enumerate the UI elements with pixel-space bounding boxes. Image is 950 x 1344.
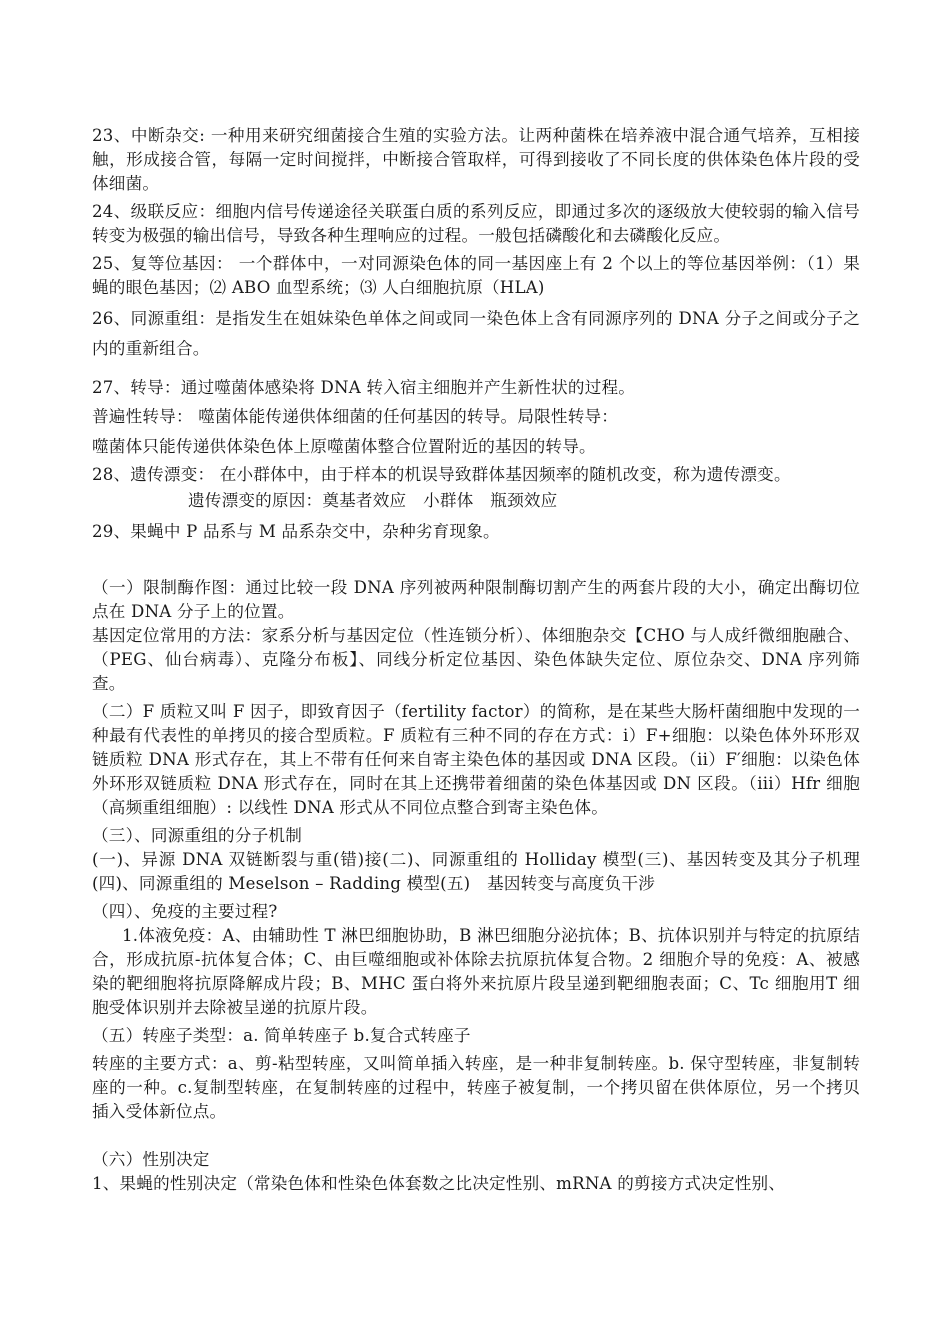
paragraph-25-multiple-alleles: 25、复等位基因： 一个群体中，一对同源染色体的同一基因座上有 2 个以上的等位基因举例：（1）果蝇的眼色基因；⑵ ABO 血型系统；⑶ 人白细胞抗原（HLA)	[92, 254, 860, 297]
paragraph-drosophila-sex-determination: 1、果蝇的性别决定（常染色体和性染色体套数之比决定性别、mRNA 的剪接方式决定性别、	[92, 1174, 786, 1193]
paragraph-section-2-f-plasmid: （二）F 质粒又叫 F 因子，即致育因子（fertility factor）的简称，是在某些大肠杆菌细胞中发现的一种最有代表性的单拷贝的接合型质粒。F 质粒有三种不同的存在方式：ⅰ）F+细胞：以染色体外环形双链质粒 DNA 形式存在，其上不带有任何来自寄主染色体的基因或 DNA 区段。（ii）F′细胞：以染色体外环形双链质粒 DNA 形式存在，同时在其上还携带着细菌的染色体基因或 DN 区段。（iii）Hfr 细胞（高频重组细胞）: 以线性 DNA 形式从不同位点整合到寄主染色体。	[92, 702, 860, 817]
paragraph-transposition-modes: 转座的主要方式：a、剪-粘型转座，又叫简单插入转座，是一种非复制转座。b. 保守型转座，非复制转座的一种。c.复制型转座，在复制转座的过程中，转座子被复制，一个拷贝留在供体原位，另一个拷贝插入受体新位点。	[92, 1054, 860, 1121]
paragraph-26-homologous-recombination: 26、同源重组：是指发生在姐妹染色单体之间或同一染色体上含有同源序列的 DNA 分子之间或分子之内的重新组合。	[92, 309, 860, 358]
paragraph-section-3-title: （三）、同源重组的分子机制	[92, 826, 303, 845]
paragraph-recombination-models: (一)、异源 DNA 双链断裂与重(错)接(二)、同源重组的 Holliday 模型(三)、基因转变及其分子机理(四)、同源重组的 Meselson – Radding 模型(五) 基因转变与高度负干涉	[92, 850, 860, 893]
paragraph-specialized-transduction: 噬菌体只能传递供体染色体上原噬菌体整合位置附近的基因的转导。	[92, 437, 596, 456]
paragraph-24-cascade-reaction: 24、级联反应：细胞内信号传递途径关联蛋白质的系列反应，即通过多次的逐级放大使较弱的输入信号转变为极强的输出信号，导致各种生理响应的过程。一般包括磷酸化和去磷酸化反应。	[92, 202, 860, 245]
paragraph-28-genetic-drift: 28、遗传漂变： 在小群体中，由于样本的机误导致群体基因频率的随机改变，称为遗传漂变。	[92, 465, 791, 484]
paragraph-section-4-title: （四）、免疫的主要过程?	[92, 902, 278, 921]
paragraph-29-hybrid-dysgenesis: 29、果蝇中 P 品系与 M 品系杂交中，杂种劣育现象。	[92, 522, 500, 541]
paragraph-27-transduction: 27、转导：通过噬菌体感染将 DNA 转入宿主细胞并产生新性状的过程。	[92, 378, 636, 397]
paragraph-drift-causes: 遗传漂变的原因：奠基者效应 小群体 瓶颈效应	[188, 491, 558, 510]
paragraph-23-interrupted-mating: 23、中断杂交: 一种用来研究细菌接合生殖的实验方法。让两种菌株在培养液中混合通气培养，互相接触，形成接合管，每隔一定时间搅拌，中断接合管取样，可得到接收了不同长度的供体染色体片段的受体细菌。	[92, 126, 860, 193]
document-page	[92, 124, 860, 1196]
paragraph-generalized-transduction: 普遍性转导： 噬菌体能传递供体细菌的任何基因的转导。局限性转导：	[92, 407, 619, 426]
paragraph-gene-mapping-methods: 基因定位常用的方法：家系分析与基因定位（性连锁分析）、体细胞杂交【CHO 与人成纤微细胞融合、（PEG、仙台病毒）、克隆分布板】、同线分析定位基因、染色体缺失定位、原位杂交、DNA 序列筛查。	[92, 626, 860, 693]
paragraph-section-1-restriction-mapping: （一）限制酶作图：通过比较一段 DNA 序列被两种限制酶切割产生的两套片段的大小，确定出酶切位点在 DNA 分子上的位置。	[92, 578, 860, 621]
paragraph-section-6-title: （六）性别决定	[92, 1150, 210, 1169]
paragraph-section-5-transposon-types: （五）转座子类型：a. 简单转座子 b.复合式转座子	[92, 1026, 471, 1045]
paragraph-immune-process: 1.体液免疫：A、由辅助性 T 淋巴细胞协助，B 淋巴细胞分泌抗体；B、抗体识别并与特定的抗原结合，形成抗原-抗体复合体；C、由巨噬细胞或补体除去抗原抗体复合物。2 细胞介导的免疫：A、被感染的靶细胞将抗原降解成片段；B、MHC 蛋白将外来抗原片段呈递到靶细胞表面；C、Tc 细胞用T 细胞受体识别并去除被呈递的抗原片段。	[92, 926, 860, 1017]
